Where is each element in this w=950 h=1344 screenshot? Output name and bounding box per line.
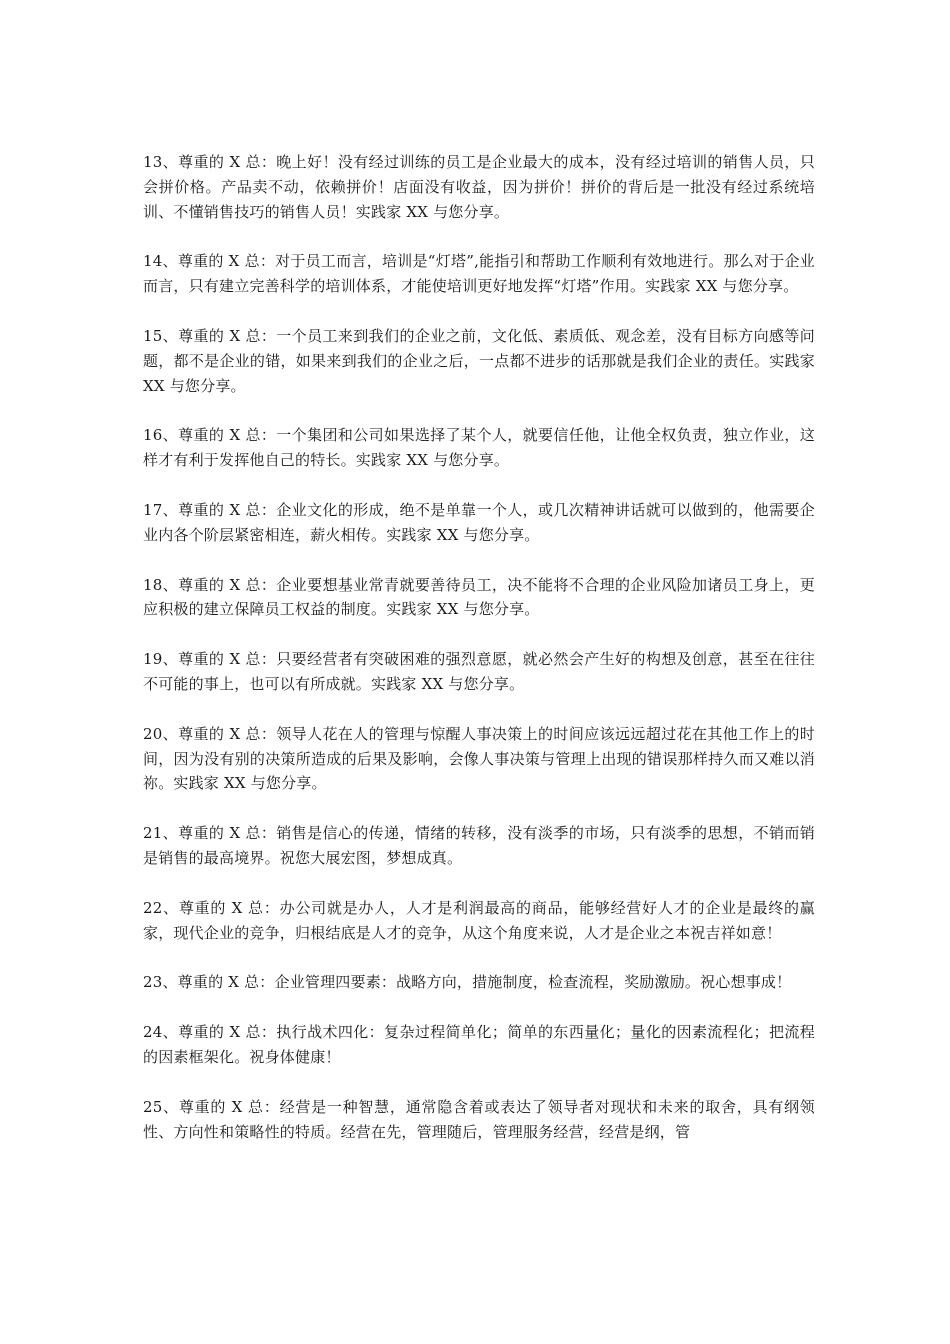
document-body xyxy=(143,150,815,1169)
paragraph-17: 17、尊重的 X 总：企业文化的形成，绝不是单靠一个人，或几次精神讲话就可以做到的，他需要企业内各个阶层紧密相连，薪火相传。实践家 XX 与您分享。 xyxy=(143,500,815,544)
paragraph-13: 13、尊重的 X 总：晚上好！没有经过训练的员工是企业最大的成本，没有经过培训的销售人员，只会拼价格。产品卖不动，依赖拼价！店面没有收益，因为拼价！拼价的背后是一批没有经过系统培训、不懂销售技巧的销售人员！实践家 XX 与您分享。 xyxy=(143,153,815,221)
paragraph-14: 14、尊重的 X 总：对于员工而言，培训是“灯塔”,能指引和帮助工作顺利有效地进行。那么对于企业而言，只有建立完善科学的培训体系，才能使培训更好地发挥“灯塔”作用。实践家 XX 与您分享。 xyxy=(143,252,815,296)
paragraph-15: 15、尊重的 X 总：一个员工来到我们的企业之前，文化低、素质低、观念差，没有目标方向感等问题，都不是企业的错，如果来到我们的企业之后，一点都不进步的话那就是我们企业的责任。实践家 XX 与您分享。 xyxy=(143,326,815,395)
paragraph-21: 21、尊重的 X 总：销售是信心的传递，情绪的转移，没有淡季的市场，只有淡季的思想，不销而销是销售的最高境界。祝您大展宏图，梦想成真。 xyxy=(143,824,815,867)
paragraph-20: 20、尊重的 X 总：领导人花在人的管理与惊醒人事决策上的时间应该远远超过花在其他工作上的时间，因为没有别的决策所造成的后果及影响，会像人事决策与管理上出现的错误那样持久而又难以消祢。实践家 XX 与您分享。 xyxy=(143,724,815,793)
paragraph-16: 16、尊重的 X 总：一个集团和公司如果选择了某个人，就要信任他，让他全权负责，独立作业，这样才有利于发挥他自己的特长。实践家 XX 与您分享。 xyxy=(143,426,815,470)
paragraph-22: 22、尊重的 X 总：办公司就是办人，人才是利润最高的商品，能够经营好人才的企业是最终的赢家，现代企业的竞争，归根结底是人才的竞争，从这个角度来说，人才是企业之本祝吉祥如意！ xyxy=(143,898,815,942)
paragraph-19: 19、尊重的 X 总：只要经营者有突破困难的强烈意愿，就必然会产生好的构想及创意，甚至在往往不可能的事上，也可以有所成就。实践家 XX 与您分享。 xyxy=(143,650,815,693)
paragraph-23: 23、尊重的 X 总：企业管理四要素：战略方向，措施制度，检查流程，奖励激励。祝心想事成！ xyxy=(143,973,792,992)
paragraph-24: 24、尊重的 X 总：执行战术四化：复杂过程简单化；简单的东西量化；量化的因素流程化；把流程的因素框架化。祝身体健康！ xyxy=(143,1023,815,1066)
paragraph-25: 25、尊重的 X 总：经营是一种智慧，通常隐含着或表达了领导者对现状和未来的取舍，具有纲领性、方向性和策略性的特质。经营在先，管理随后，管理服务经营，经营是纲，管 xyxy=(143,1097,815,1141)
paragraph-18: 18、尊重的 X 总：企业要想基业常青就要善待员工，决不能将不合理的企业风险加诸员工身上，更应积极的建立保障员工权益的制度。实践家 XX 与您分享。 xyxy=(143,575,815,619)
